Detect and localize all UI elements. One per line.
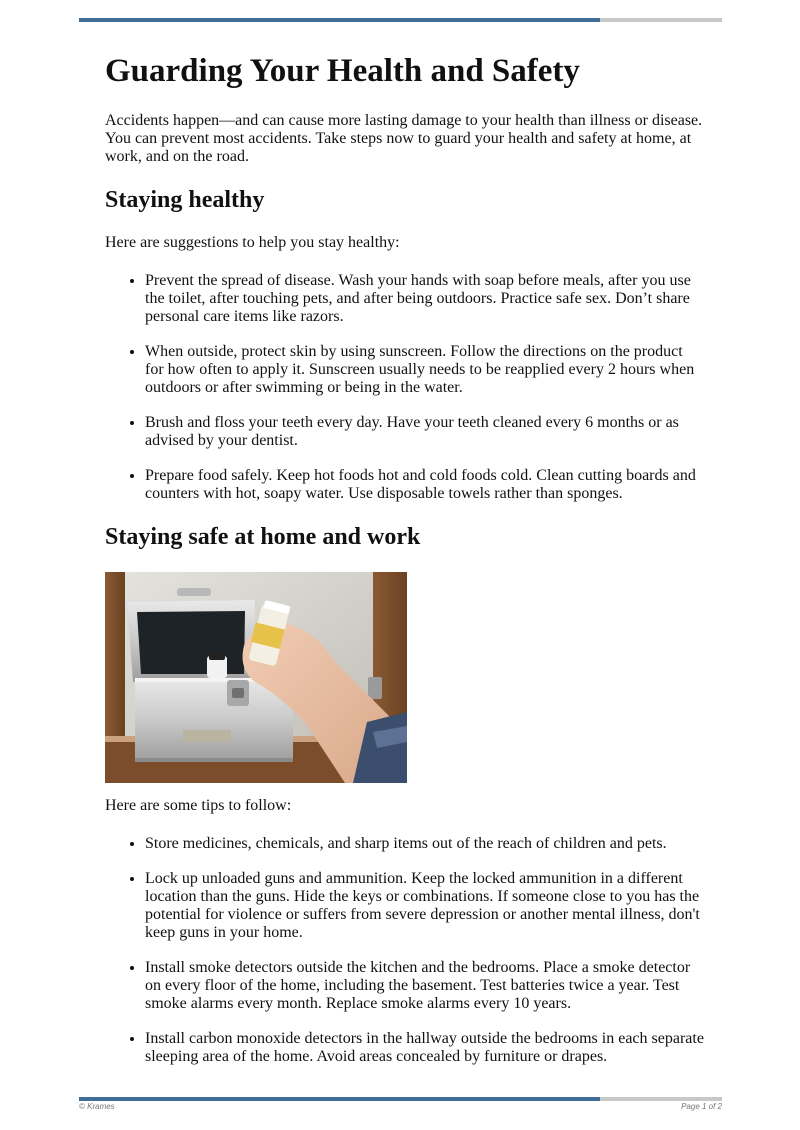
footer-copyright: © Krames xyxy=(79,1102,115,1111)
list-item: • Store medicines, chemicals, and sharp items out of the reach of children and pets. xyxy=(145,835,705,853)
medicine-cabinet-photo xyxy=(105,572,407,783)
footer-page-number: Page 1 of 2 xyxy=(681,1102,722,1111)
list-item: • When outside, protect skin by using sunscreen. Follow the directions on the product for how often to apply it. Sunscreen usually needs to be reapplied every 2 hours when outdoors or after swimming or being in the water. xyxy=(145,343,705,397)
footer-progress-bar xyxy=(79,1097,722,1101)
list-item: • Prevent the spread of disease. Wash your hands with soap before meals, after you use the toilet, after touching pets, and after being outdoors. Practice safe sex. Don’t share personal care items like razors. xyxy=(145,272,705,326)
list-item: • Prepare food safely. Keep hot foods hot and cold foods cold. Clean cutting boards and counters with hot, soapy water. Use disposable towels rather than sponges. xyxy=(145,467,705,503)
list-item: • Brush and floss your teeth every day. Have your teeth cleaned every 6 months or as advised by your dentist. xyxy=(145,414,705,450)
section-heading-staying-healthy: Staying healthy xyxy=(105,186,265,213)
header-progress-bar xyxy=(79,18,722,22)
list-staying-healthy xyxy=(105,272,705,503)
header-progress-fill xyxy=(79,18,600,22)
list-item: • Install smoke detectors outside the kitchen and the bedrooms. Place a smoke detector on every floor of the home, including the basement. Test batteries twice a year. Test smoke alarms every month. Replace smoke alarms every 10 years. xyxy=(145,959,705,1013)
list-item: • Install carbon monoxide detectors in the hallway outside the bedrooms in each separate sleeping area of the home. Avoid areas concealed by furniture or drapes. xyxy=(145,1030,705,1066)
section-lead-safe-home-work: Here are some tips to follow: xyxy=(105,797,292,815)
section-lead-staying-healthy: Here are suggestions to help you stay healthy: xyxy=(105,234,400,252)
list-item: • Lock up unloaded guns and ammunition. Keep the locked ammunition in a different location than the guns. Hide the keys or combinations. If someone close to you has the potential for violence or suffers from severe depression or another mental illness, don't keep guns in your home. xyxy=(145,870,705,942)
intro-paragraph: Accidents happen—and can cause more lasting damage to your health than illness or disease. You can prevent most accidents. Take steps now to guard your health and safety at home, at work, and on the road. xyxy=(105,111,703,165)
footer-progress-fill xyxy=(79,1097,600,1101)
page-title: Guarding Your Health and Safety xyxy=(105,53,580,89)
article xyxy=(105,52,705,1086)
list-safe-home-work xyxy=(105,835,705,1066)
section-heading-safe-home-work: Staying safe at home and work xyxy=(105,524,421,551)
